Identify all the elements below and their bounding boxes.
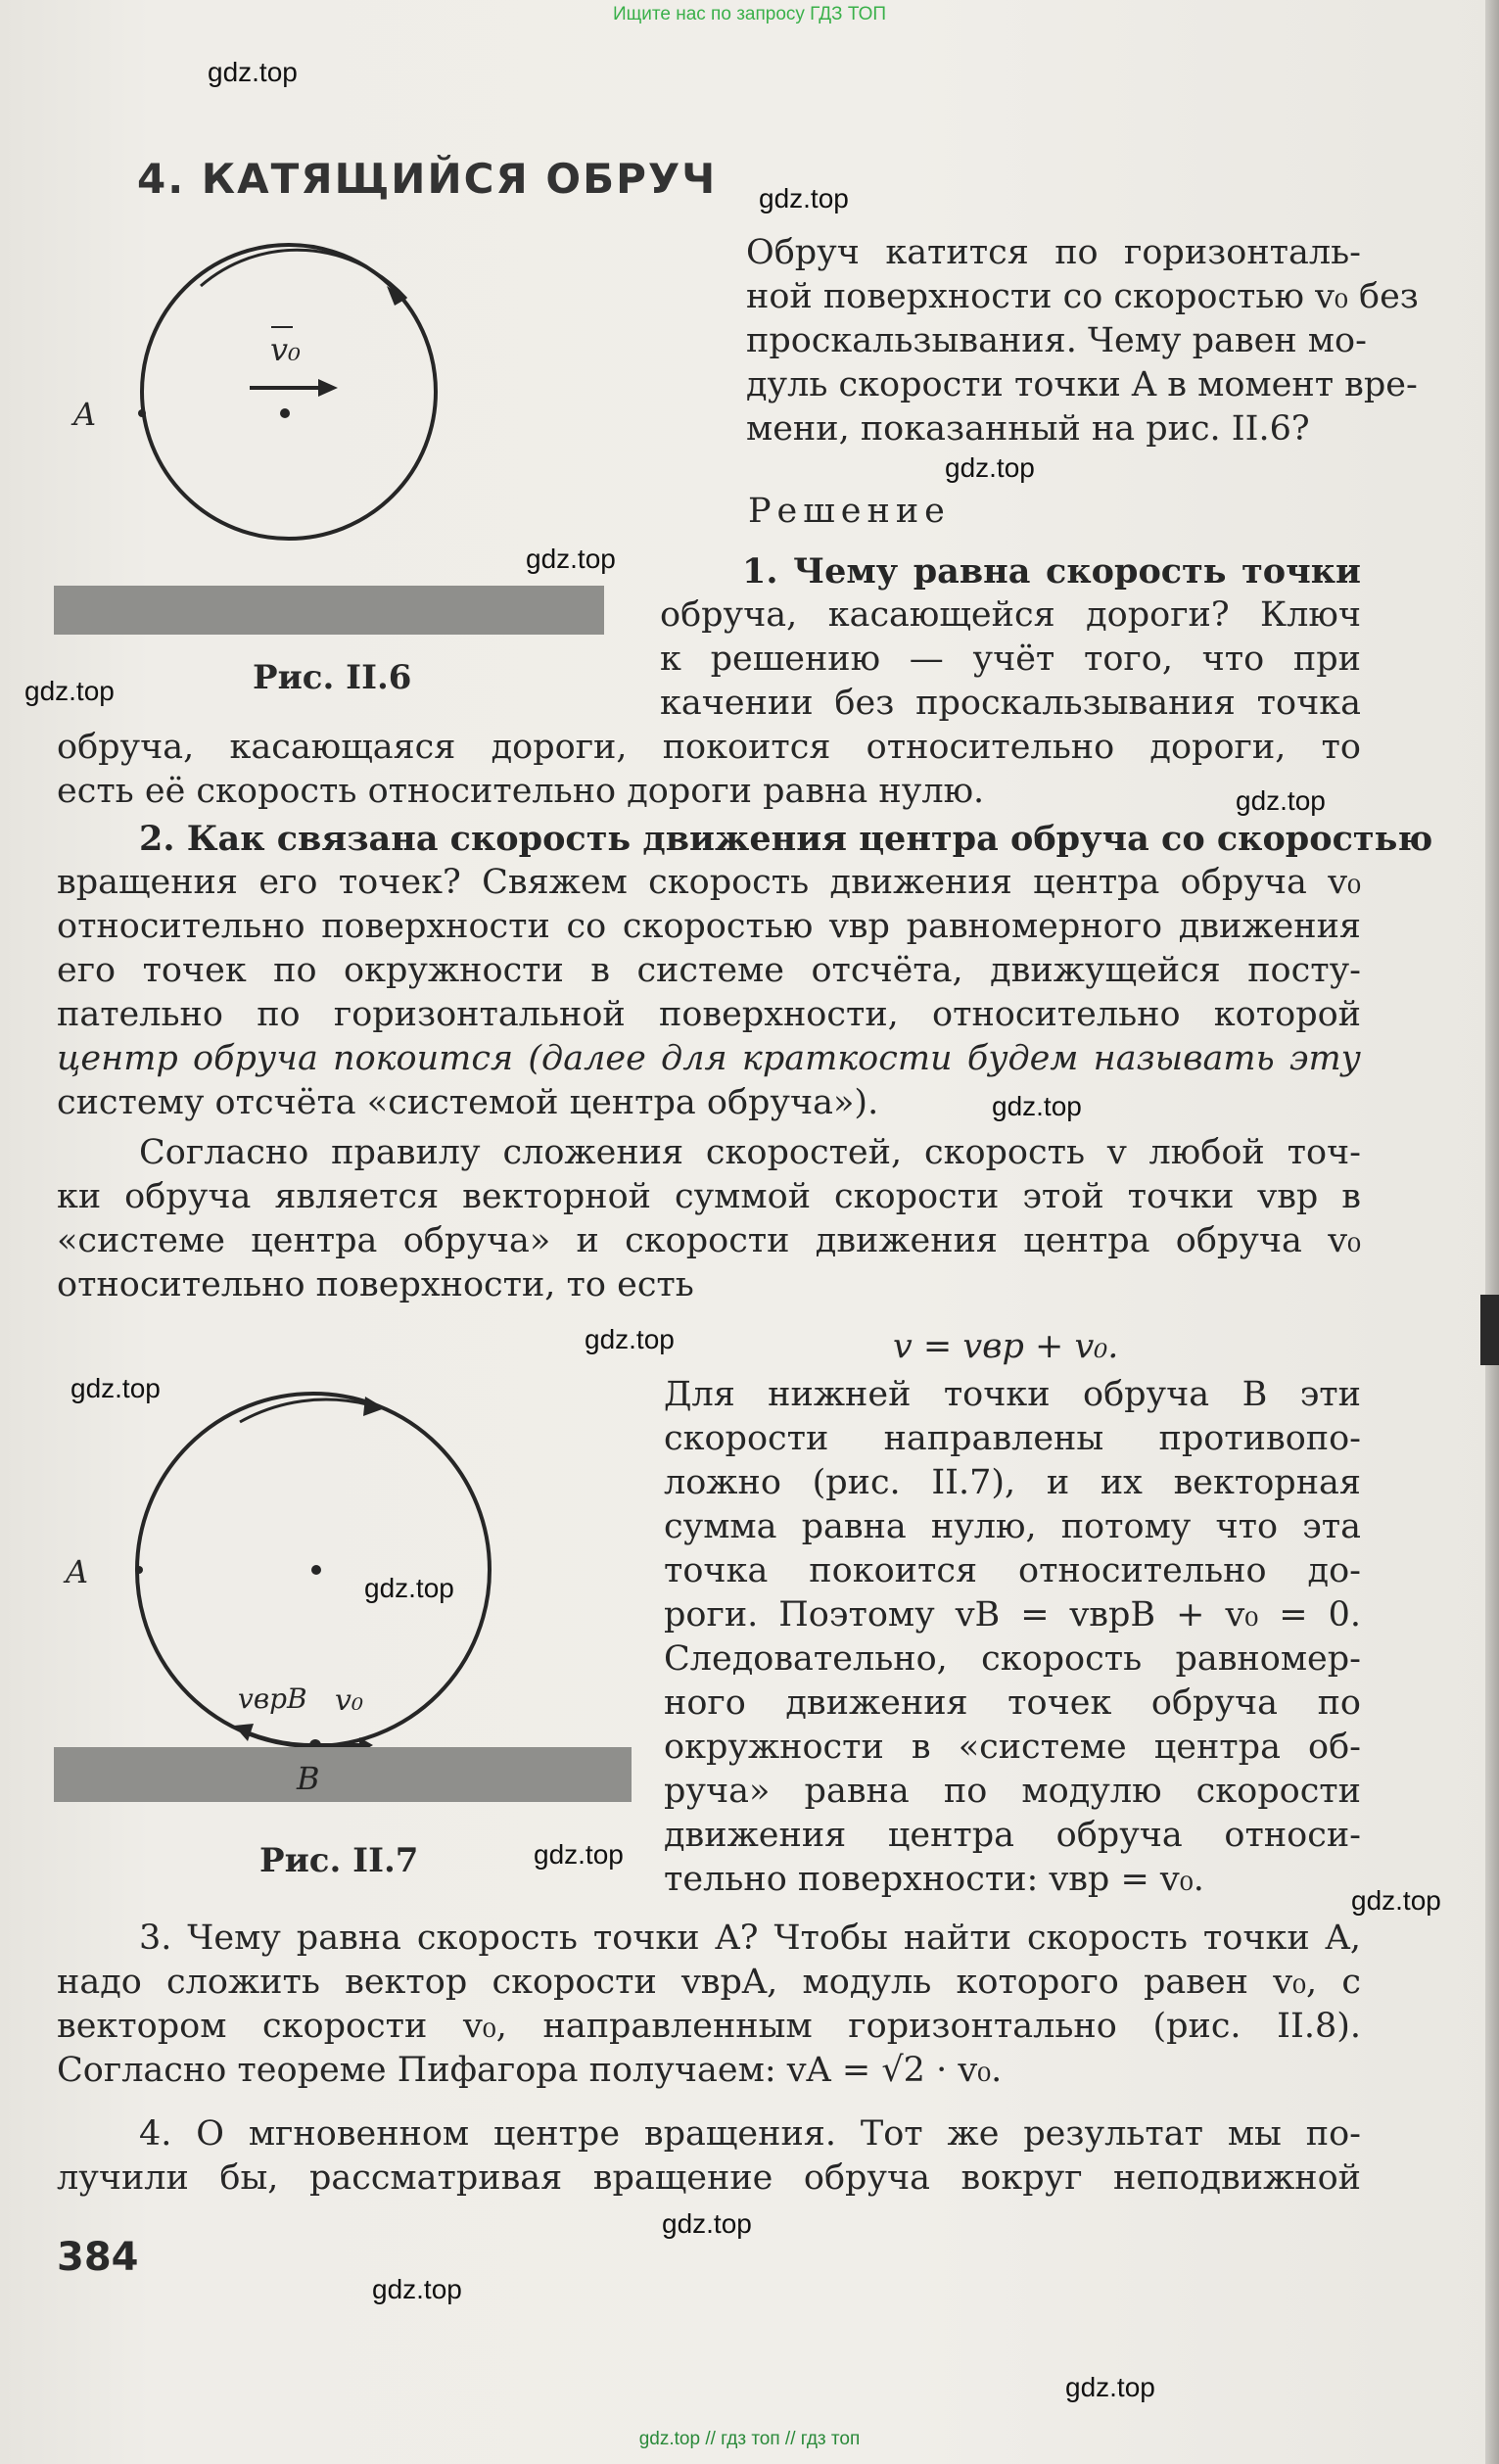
figure-ii6-caption: Рис. II.6 — [253, 658, 412, 697]
label-a: A — [73, 396, 97, 433]
bottom-banner[interactable]: gdz.top // гдз топ // гдз топ — [638, 2429, 861, 2449]
step6-line: лучили бы, рассматривая вращение обруча вокруг неподвижной — [57, 2158, 1361, 2198]
hoop-circle — [142, 245, 436, 539]
point-a-dot — [135, 1566, 143, 1574]
solution-step-1 — [660, 549, 1361, 726]
solution-step-4 — [57, 1917, 1361, 2093]
step1-line: есть её скорость относительно дороги равна нулю. — [57, 772, 985, 811]
step2-line: центр обруча покоится (далее для краткости будем называть эту — [57, 1039, 1361, 1078]
step4-line: окружности в «системе центра об- — [664, 1728, 1361, 1767]
hoop-center-dot — [311, 1565, 321, 1575]
step3-line: ки обруча является векторной суммой скорости этой точки vвр в — [57, 1177, 1361, 1216]
label-a: A — [66, 1553, 89, 1590]
step1-line: к решению — учёт того, что при — [660, 640, 1361, 679]
step4-line: руча» равна по модулю скорости — [664, 1772, 1361, 1811]
step1-line: 1. Чему равна скорость точки — [742, 551, 1361, 592]
label-v0: v₀ — [270, 331, 301, 368]
top-banner[interactable]: Ищите нас по запросу ГДЗ ТОП — [612, 4, 887, 24]
point-a-dot — [138, 409, 146, 417]
step1-line: качении без проскальзывания точка — [660, 684, 1361, 723]
figure-ii7-caption: Рис. II.7 — [259, 1841, 419, 1880]
step4-line: точка покоится относительно до- — [664, 1551, 1361, 1590]
step2-line: систему отсчёта «системой центра обруча»). — [57, 1083, 879, 1122]
step1-line: обруча, касающейся дороги? Ключ — [660, 595, 1361, 635]
watermark[interactable]: gdz.top — [24, 676, 115, 706]
step4-line: Для нижней точки обруча B эти — [664, 1375, 1361, 1414]
solution-step-2 — [57, 817, 1433, 1125]
road — [54, 586, 604, 635]
watermark[interactable]: gdz.top — [364, 1573, 454, 1603]
step4-line: ного движения точек обруча по — [664, 1683, 1361, 1723]
watermark[interactable]: gdz.top — [945, 452, 1035, 483]
step2-line: вращения его точек? Свяжем скорость движения центра обруча v₀ — [57, 863, 1361, 902]
step4-line: скорости направлены противопо- — [664, 1419, 1361, 1458]
step3-line: относительно поверхности, то есть — [57, 1265, 694, 1304]
step2-line: его точек по окружности в системе отсчёта, движущейся посту- — [57, 951, 1361, 990]
step4-line: сумма равна нулю, потому что эта — [664, 1507, 1361, 1546]
watermark[interactable]: gdz.top — [534, 1839, 624, 1870]
step4-line: движения центра обруча относи- — [664, 1816, 1361, 1855]
watermark[interactable]: gdz.top — [526, 544, 616, 574]
problem-line: ной поверхности со скоростью v₀ без — [746, 277, 1419, 316]
solution-step-1-cont — [57, 726, 1361, 814]
page-number: 384 — [57, 2235, 139, 2280]
step5-line: Согласно теореме Пифагора получаем: vA = √2 · v₀. — [57, 2051, 1003, 2090]
step4-line: тельно поверхности: vвр = v₀. — [664, 1860, 1204, 1899]
section-heading: 4. КАТЯЩИЙСЯ ОБРУЧ — [137, 155, 718, 203]
watermark[interactable]: gdz.top — [759, 183, 849, 213]
vvrb-arrowhead — [234, 1724, 254, 1741]
watermark[interactable]: gdz.top — [992, 1091, 1082, 1121]
watermark[interactable]: gdz.top — [662, 2208, 752, 2239]
solution-label: Решение — [748, 492, 951, 531]
problem-line: мени, показанный на рис. II.6? — [746, 409, 1310, 449]
step4-line: ложно (рис. II.7), и их векторная — [664, 1463, 1361, 1502]
step5-line: 3. Чему равна скорость точки A? Чтобы найти скорость точки A, — [139, 1919, 1361, 1958]
label-b: B — [297, 1760, 320, 1797]
v0-arrowhead — [318, 379, 338, 397]
step1-line: обруча, касающаяся дороги, покоится относительно дороги, то — [57, 728, 1361, 767]
step3-line: Согласно правилу сложения скоростей, скорость v любой точ- — [139, 1133, 1361, 1172]
step5-line: вектором скорости v₀, направленным горизонтально (рис. II.8). — [57, 2007, 1361, 2046]
watermark[interactable]: gdz.top — [1351, 1885, 1441, 1916]
formula-velocity-sum: v = vвр + v₀. — [893, 1327, 1119, 1366]
watermark[interactable]: gdz.top — [372, 2274, 462, 2304]
figure-ii6 — [54, 235, 632, 646]
page-edge — [1485, 0, 1499, 2464]
watermark[interactable]: gdz.top — [70, 1373, 161, 1403]
step4-line: роги. Поэтому vB = vврB + v₀ = 0. — [664, 1595, 1361, 1635]
problem-line: проскальзывания. Чему равен мо- — [746, 321, 1367, 360]
watermark[interactable]: gdz.top — [208, 57, 298, 87]
solution-step-3b — [664, 1373, 1361, 1902]
page-tab-marker — [1480, 1295, 1499, 1365]
figure-ii7 — [54, 1371, 641, 1802]
step3-line: «системе центра обруча» и скорости движения центра обруча v₀ — [57, 1221, 1361, 1260]
hoop-center-dot — [280, 408, 290, 418]
step4-line: Следовательно, скорость равномер- — [664, 1639, 1361, 1679]
problem-line: дуль скорости точки A в момент вре- — [746, 365, 1418, 404]
step2-line: пательно по горизонтальной поверхности, относительно которой — [57, 995, 1361, 1034]
road — [54, 1747, 632, 1802]
step2-line: относительно поверхности со скоростью vвр равномерного движения — [57, 907, 1361, 946]
watermark[interactable]: gdz.top — [585, 1324, 675, 1354]
label-vvrb: vврB — [238, 1682, 307, 1715]
problem-paragraph — [746, 231, 1419, 451]
step2-line: 2. Как связана скорость движения центра обруча со скоростью — [139, 819, 1433, 859]
watermark[interactable]: gdz.top — [1065, 2372, 1155, 2402]
watermark[interactable]: gdz.top — [1236, 785, 1326, 816]
solution-step-3 — [57, 1131, 1361, 1307]
problem-line: Обруч катится по горизонталь- — [746, 233, 1361, 272]
label-v0: v₀ — [335, 1683, 363, 1718]
step5-line: надо сложить вектор скорости vврA, модуль которого равен v₀, с — [57, 1963, 1361, 2002]
solution-step-5 — [57, 2112, 1361, 2201]
step6-line: 4. О мгновенном центре вращения. Тот же результат мы по- — [139, 2114, 1361, 2154]
